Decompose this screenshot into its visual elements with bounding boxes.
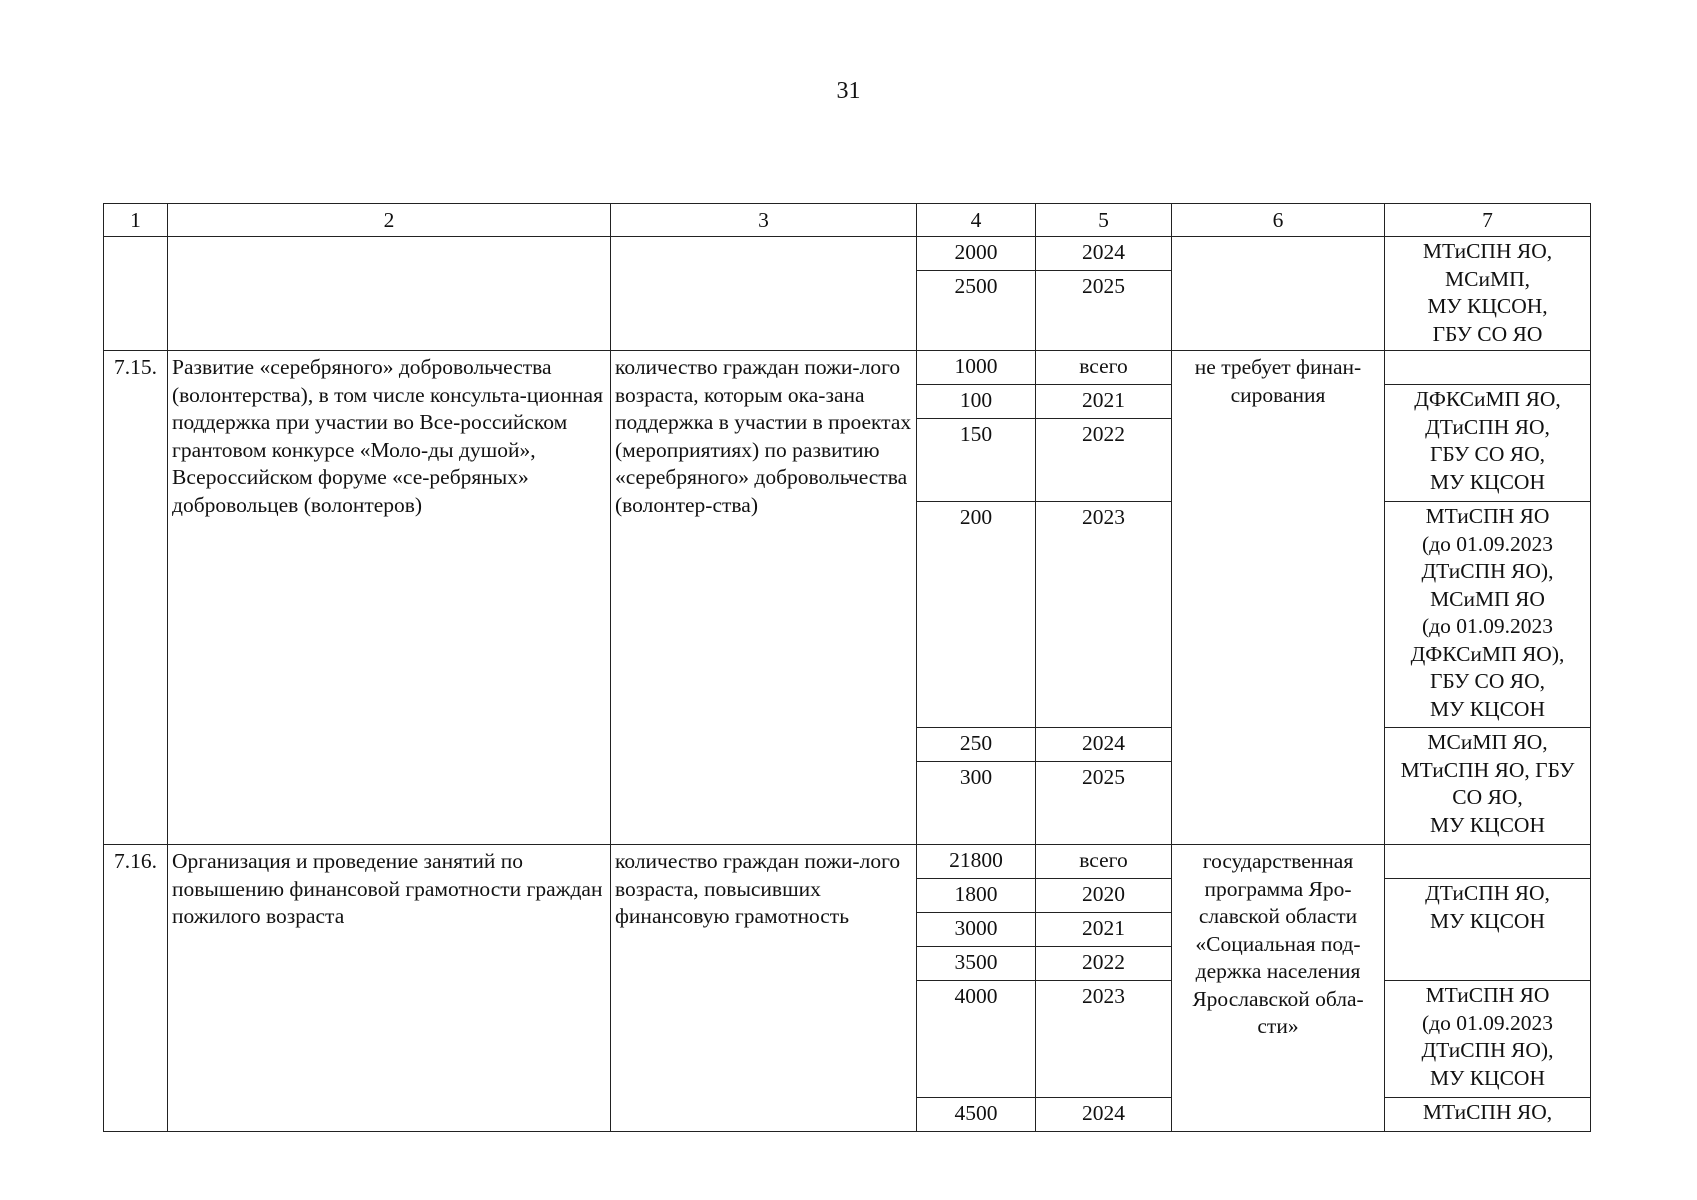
column-header-5: 5 bbox=[1036, 204, 1172, 237]
indicator-year: 2021 bbox=[1036, 385, 1172, 419]
financing-source: не требует финан-сирования bbox=[1172, 351, 1385, 845]
responsible-executors: МТиСПН ЯО (до 01.09.2023 ДТиСПН ЯО), МУ КЦСОН bbox=[1385, 981, 1591, 1098]
responsible-executors bbox=[1385, 351, 1591, 385]
indicator-value: 250 bbox=[917, 728, 1036, 762]
indicator-value: 21800 bbox=[917, 845, 1036, 879]
responsible-executors bbox=[1385, 845, 1591, 879]
responsible-executors: ДФКСиМП ЯО, ДТиСПН ЯО, ГБУ СО ЯО, МУ КЦСОН bbox=[1385, 385, 1591, 502]
responsible-executors: ДТиСПН ЯО, МУ КЦСОН bbox=[1385, 879, 1591, 981]
indicator-value: 3500 bbox=[917, 947, 1036, 981]
item-description: Развитие «серебряного» добровольчества (волонтерства), в том числе консульта-ционная поддержка при участии во Все-российском грантовом конкурсе «Моло-ды душой», Всероссийском форуме «се-ребряных» добровольцев (волонтеров) bbox=[168, 351, 611, 845]
indicator-year: 2024 bbox=[1036, 237, 1172, 271]
responsible-executors: МТиСПН ЯО (до 01.09.2023 ДТиСПН ЯО), МСиМП ЯО (до 01.09.2023 ДФКСиМП ЯО), ГБУ СО ЯО, МУ КЦСОН bbox=[1385, 502, 1591, 728]
indicator-value: 4500 bbox=[917, 1098, 1036, 1132]
column-header-1: 1 bbox=[104, 204, 168, 237]
indicator-value: 2500 bbox=[917, 271, 1036, 351]
table-header-row bbox=[104, 204, 1591, 237]
item-indicator: количество граждан пожи-лого возраста, повысивших финансовую грамотность bbox=[611, 845, 917, 1132]
indicator-year: 2021 bbox=[1036, 913, 1172, 947]
indicator-value: 100 bbox=[917, 385, 1036, 419]
table-row bbox=[104, 237, 1591, 271]
continuation-number-cell bbox=[104, 237, 168, 351]
indicator-value: 1800 bbox=[917, 879, 1036, 913]
page-number: 31 bbox=[836, 78, 861, 104]
indicator-value: 3000 bbox=[917, 913, 1036, 947]
indicator-value: 1000 bbox=[917, 351, 1036, 385]
column-header-6: 6 bbox=[1172, 204, 1385, 237]
table-row bbox=[104, 351, 1591, 385]
indicator-year: 2022 bbox=[1036, 419, 1172, 502]
indicator-value: 300 bbox=[917, 762, 1036, 845]
indicator-year: всего bbox=[1036, 845, 1172, 879]
indicator-year: 2025 bbox=[1036, 271, 1172, 351]
indicator-value: 150 bbox=[917, 419, 1036, 502]
indicator-year: 2022 bbox=[1036, 947, 1172, 981]
continuation-description-cell bbox=[168, 237, 611, 351]
continuation-indicator-cell bbox=[611, 237, 917, 351]
indicator-year: 2025 bbox=[1036, 762, 1172, 845]
indicator-value: 4000 bbox=[917, 981, 1036, 1098]
item-indicator: количество граждан пожи-лого возраста, которым ока-зана поддержка в участии в проектах (мероприятиях) по развитию «серебряного» добровольчества (волонтер-ства) bbox=[611, 351, 917, 845]
item-number: 7.15. bbox=[104, 351, 168, 845]
indicator-year: 2020 bbox=[1036, 879, 1172, 913]
measures-table bbox=[103, 203, 1591, 1132]
indicator-year: всего bbox=[1036, 351, 1172, 385]
indicator-value: 200 bbox=[917, 502, 1036, 728]
table-row bbox=[104, 845, 1591, 879]
indicator-year: 2024 bbox=[1036, 728, 1172, 762]
column-header-7: 7 bbox=[1385, 204, 1591, 237]
indicator-year: 2023 bbox=[1036, 502, 1172, 728]
column-header-3: 3 bbox=[611, 204, 917, 237]
indicator-year: 2023 bbox=[1036, 981, 1172, 1098]
responsible-executors: МСиМП ЯО, МТиСПН ЯО, ГБУ СО ЯО, МУ КЦСОН bbox=[1385, 728, 1591, 845]
responsible-executors: МТиСПН ЯО, bbox=[1385, 1098, 1591, 1132]
indicator-year: 2024 bbox=[1036, 1098, 1172, 1132]
item-number: 7.16. bbox=[104, 845, 168, 1132]
column-header-4: 4 bbox=[917, 204, 1036, 237]
indicator-value: 2000 bbox=[917, 237, 1036, 271]
item-description: Организация и проведение занятий по повышению финансовой грамотности граждан пожилого возраста bbox=[168, 845, 611, 1132]
responsible-executors: МТиСПН ЯО, МСиМП, МУ КЦСОН, ГБУ СО ЯО bbox=[1385, 237, 1591, 351]
continuation-financing-cell bbox=[1172, 237, 1385, 351]
financing-source: государственная программа Яро-славской области «Социальная под-держка населения Ярославской обла-сти» bbox=[1172, 845, 1385, 1132]
column-header-2: 2 bbox=[168, 204, 611, 237]
